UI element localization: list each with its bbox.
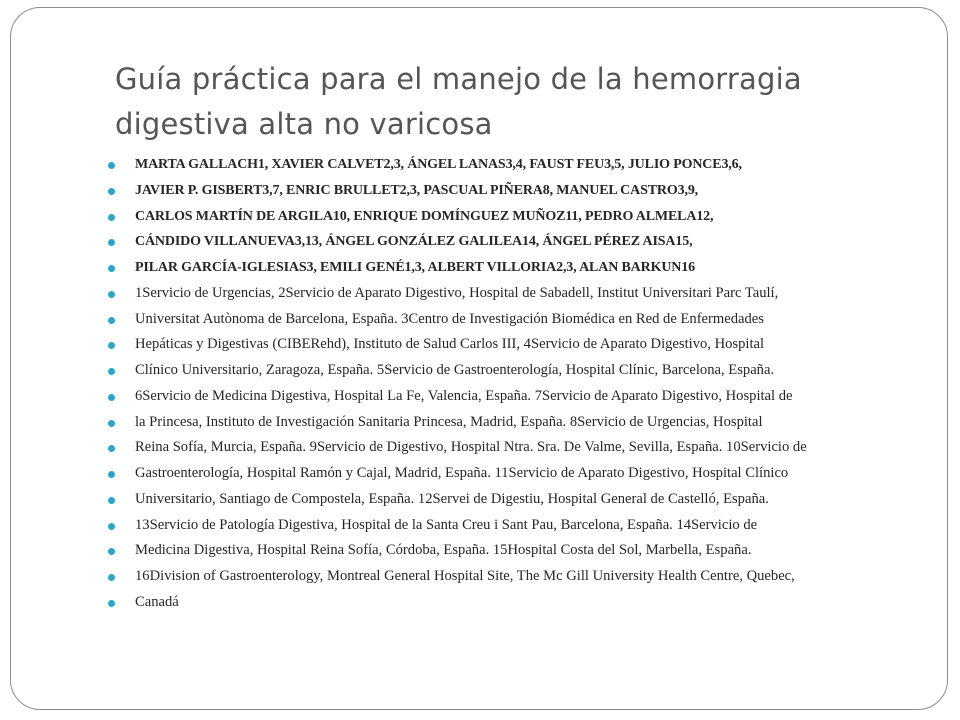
list-item-text: la Princesa, Instituto de Investigación Sanitaria Princesa, Madrid, España. 8Servicio de Urgencias, Hospital [135, 413, 763, 430]
list-item [108, 307, 928, 333]
list-item-text: 13Servicio de Patología Digestiva, Hospital de la Santa Creu i Sant Pau, Barcelona, España. 14Servicio de [135, 516, 758, 533]
list-item [108, 178, 928, 204]
list-item-text: PILAR GARCÍA-IGLESIAS3, EMILI GENÉ1,3, ALBERT VILLORIA2,3, ALAN BARKUN16 [135, 260, 695, 275]
list-item [108, 229, 928, 255]
list-item [108, 152, 928, 178]
slide-title-line-1: Guía práctica para el manejo de la hemorragia [115, 62, 802, 96]
bullet-dot-icon [108, 291, 115, 298]
bullet-dot-icon [108, 188, 115, 195]
list-item-text: CARLOS MARTÍN DE ARGILA10, ENRIQUE DOMÍNGUEZ MUÑOZ11, PEDRO ALMELA12, [135, 208, 714, 224]
bullet-dot-icon [108, 420, 115, 427]
bullet-dot-icon [108, 600, 115, 607]
list-item-text: 16Division of Gastroenterology, Montreal General Hospital Site, The Mc Gill University Health Centre, Quebec, [135, 568, 795, 584]
list-item-text: Medicina Digestiva, Hospital Reina Sofía, Córdoba, España. 15Hospital Costa del Sol, Marbella, España. [135, 542, 752, 559]
list-item [108, 384, 928, 410]
list-item-text: JAVIER P. GISBERT3,7, ENRIC BRULLET2,3, PASCUAL PIÑERA8, MANUEL CASTRO3,9, [135, 182, 699, 198]
bullet-dot-icon [108, 162, 115, 169]
author-affiliation-list [108, 152, 928, 616]
list-item-text: 1Servicio de Urgencias, 2Servicio de Aparato Digestivo, Hospital de Sabadell, Institut Universitari Parc Taulí, [135, 284, 779, 301]
list-item-text: Canadá [135, 593, 179, 610]
bullet-dot-icon [108, 239, 115, 246]
slide-title-line-2: digestiva alta no varicosa [115, 107, 493, 141]
list-item-text: Reina Sofía, Murcia, España. 9Servicio de Digestivo, Hospital Ntra. Sra. De Valme, Sevilla, España. 10Servicio de [135, 439, 807, 456]
list-item [108, 487, 928, 513]
bullet-dot-icon [108, 523, 115, 530]
list-item [108, 513, 928, 539]
list-item-text: MARTA GALLACH1, XAVIER CALVET2,3, ÁNGEL LANAS3,4, FAUST FEU3,5, JULIO PONCE3,6, [135, 157, 742, 172]
list-item-text: CÁNDIDO VILLANUEVA3,13, ÁNGEL GONZÁLEZ GALILEA14, ÁNGEL PÉREZ AISA15, [135, 234, 693, 250]
bullet-dot-icon [108, 368, 115, 375]
bullet-dot-icon [108, 548, 115, 555]
list-item [108, 538, 928, 564]
list-item-text: Gastroenterología, Hospital Ramón y Cajal, Madrid, España. 11Servicio de Aparato Digestivo, Hospital Clínico [135, 465, 789, 481]
bullet-dot-icon [108, 342, 115, 349]
list-item-text: Clínico Universitario, Zaragoza, España. 5Servicio de Gastroenterología, Hospital Clínic, Barcelona, España. [135, 362, 775, 378]
list-item-text: Universitat Autònoma de Barcelona, España. 3Centro de Investigación Biomédica en Red de Enfermedades [135, 310, 764, 327]
list-item-text: Hepáticas y Digestivas (CIBERehd), Instituto de Salud Carlos III, 4Servicio de Aparato Digestivo, Hospital [135, 336, 765, 353]
list-item [108, 461, 928, 487]
list-item-text: Universitario, Santiago de Compostela, España. 12Servei de Digestiu, Hospital General de Castelló, España. [135, 490, 769, 507]
slide-title [115, 57, 915, 147]
bullet-dot-icon [108, 471, 115, 478]
list-item-text: 6Servicio de Medicina Digestiva, Hospital La Fe, Valencia, España. 7Servicio de Aparato Digestivo, Hospital de [135, 387, 793, 404]
list-item [108, 332, 928, 358]
list-item [108, 204, 928, 230]
list-item [108, 564, 928, 590]
bullet-dot-icon [108, 317, 115, 324]
bullet-dot-icon [108, 265, 115, 272]
list-item [108, 358, 928, 384]
list-item [108, 410, 928, 436]
bullet-dot-icon [108, 445, 115, 452]
list-item [108, 435, 928, 461]
bullet-dot-icon [108, 394, 115, 401]
bullet-dot-icon [108, 214, 115, 221]
bullet-dot-icon [108, 497, 115, 504]
list-item [108, 255, 928, 281]
list-item [108, 281, 928, 307]
list-item [108, 590, 928, 616]
bullet-dot-icon [108, 574, 115, 581]
